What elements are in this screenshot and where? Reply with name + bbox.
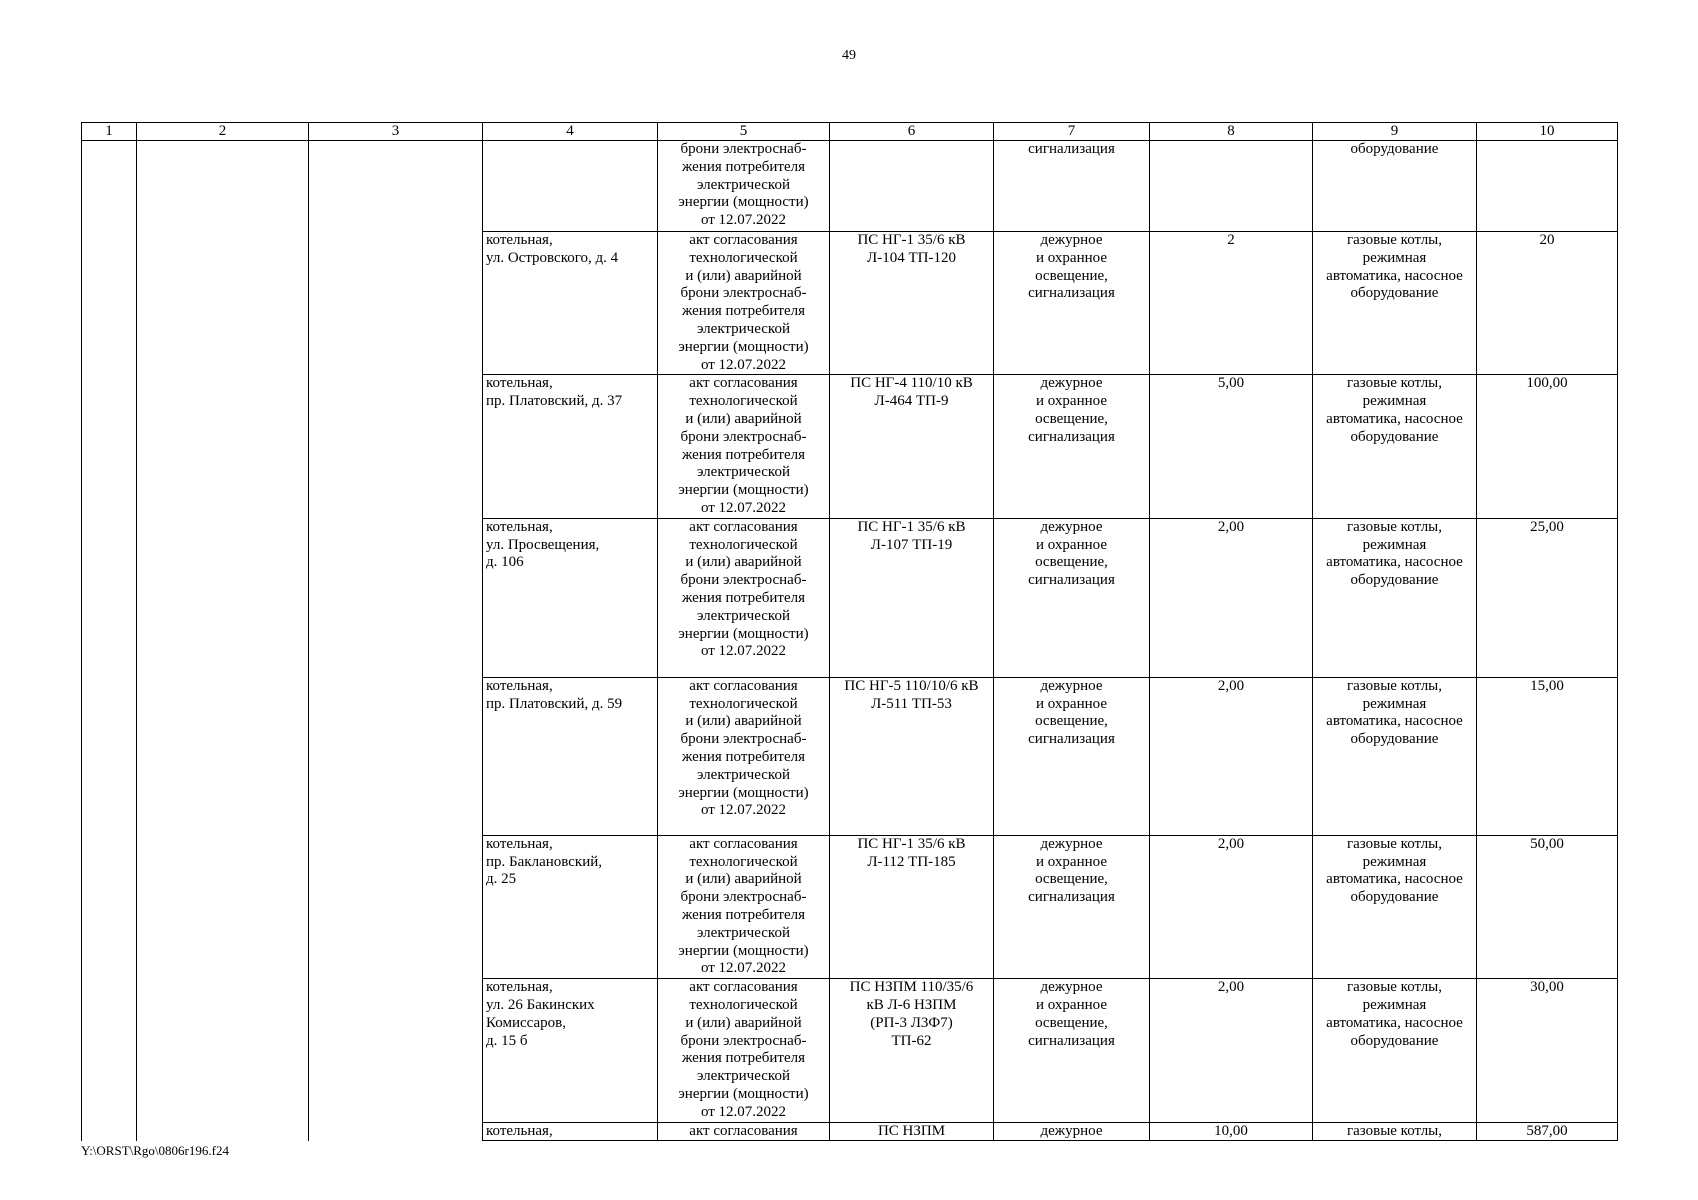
cell-line: автоматика, насосное: [1326, 1014, 1463, 1031]
cell-object: [483, 835, 658, 978]
cell-equipment: [1313, 141, 1477, 232]
cell-line: жения потребителя: [681, 303, 805, 320]
cell-line: от 12.07.2022: [700, 356, 787, 373]
cell-line: автоматика, насосное: [1326, 713, 1463, 730]
cell-power-source: [830, 232, 994, 375]
empty-cell: [309, 835, 483, 978]
cell-line: акт согласования: [689, 835, 798, 852]
cell-line: ул. 26 Бакинских: [486, 996, 595, 1013]
cell-line: энергии (мощности): [678, 338, 809, 355]
cell-line: газовые котлы,: [1346, 1122, 1443, 1139]
cell-line: от 12.07.2022: [700, 802, 787, 819]
cell-line: котельная,: [486, 835, 553, 852]
cell-line: и (или) аварийной: [685, 410, 802, 427]
cell-line: дежурное: [1040, 232, 1103, 248]
cell-purpose: [994, 232, 1150, 375]
cell-line: электрической: [697, 320, 790, 337]
table-row: [82, 518, 1618, 677]
cell-line: режимная: [1362, 536, 1427, 553]
cell-line: жения потребителя: [681, 748, 805, 765]
cell-line: Л-104 ТП-120: [867, 249, 956, 266]
cell-line: Л-464 ТП-9: [874, 393, 949, 410]
column-header: 1: [82, 123, 137, 141]
cell-purpose: [994, 518, 1150, 677]
cell-line: электрической: [697, 176, 790, 193]
cell-line: дежурное: [1040, 677, 1103, 694]
cell-line: автоматика, насосное: [1326, 871, 1463, 888]
cell-line: от 12.07.2022: [700, 1103, 787, 1120]
cell-line: дежурное: [1040, 835, 1103, 852]
empty-cell: [309, 518, 483, 677]
column-header: 6: [830, 123, 994, 141]
cell-line: (РП-3 Л3Ф7): [870, 1014, 953, 1031]
cell-document: [658, 979, 830, 1122]
cell-line: жения потребителя: [681, 158, 805, 175]
cell-line: электрической: [697, 766, 790, 783]
cell-line: сигнализация: [1028, 572, 1115, 589]
cell-purpose: [994, 835, 1150, 978]
cell-object: [483, 518, 658, 677]
cell-equipment: [1313, 835, 1477, 978]
column-header: 4: [483, 123, 658, 141]
cell-value-8: 2: [1150, 232, 1313, 375]
cell-line: электрической: [697, 464, 790, 481]
cell-line: оборудование: [1350, 141, 1439, 157]
cell-line: котельная,: [486, 1122, 553, 1139]
cell-line: технологической: [689, 853, 798, 870]
cell-object: [483, 677, 658, 835]
cell-line: энергии (мощности): [678, 482, 809, 499]
table-row: [82, 1122, 1618, 1141]
cell-line: электрической: [697, 1068, 790, 1085]
empty-cell: [309, 232, 483, 375]
cell-line: кВ Л-6 НЗПМ: [866, 996, 957, 1013]
cell-value-10: 100,00: [1477, 375, 1618, 518]
cell-line: брони электроснаб-: [680, 731, 807, 748]
cell-value-10: 587,00: [1477, 1122, 1618, 1141]
cell-value-10: 15,00: [1477, 677, 1618, 835]
cell-line: энергии (мощности): [678, 625, 809, 642]
cell-value-10: 50,00: [1477, 835, 1618, 978]
cell-object: [483, 232, 658, 375]
cell-value-10: 25,00: [1477, 518, 1618, 677]
cell-line: Л-112 ТП-185: [867, 853, 956, 870]
cell-line: оборудование: [1350, 428, 1439, 445]
cell-line: технологической: [689, 249, 798, 266]
cell-line: электрической: [697, 607, 790, 624]
empty-cell: [82, 835, 137, 978]
empty-cell: [82, 518, 137, 677]
cell-line: освещение,: [1035, 871, 1108, 888]
cell-line: брони электроснаб-: [680, 889, 807, 906]
cell-value-8: 2,00: [1150, 518, 1313, 677]
cell-document: [658, 375, 830, 518]
cell-line: ПС НГ-4 110/10 кВ: [850, 375, 973, 392]
cell-line: энергии (мощности): [678, 194, 809, 211]
cell-power-source: [830, 375, 994, 518]
cell-line: жения потребителя: [681, 1050, 805, 1067]
cell-line: газовые котлы,: [1346, 375, 1443, 392]
cell-line: д. 15 б: [486, 1032, 528, 1049]
cell-equipment: [1313, 677, 1477, 835]
cell-line: ПС НГ-1 35/6 кВ: [857, 518, 966, 535]
empty-cell: [137, 677, 309, 835]
cell-line: котельная,: [486, 375, 553, 392]
page-number: 49: [842, 48, 856, 63]
cell-line: брони электроснаб-: [680, 285, 807, 302]
cell-line: освещение,: [1035, 554, 1108, 571]
cell-line: и охранное: [1036, 853, 1107, 870]
column-number-row: [82, 123, 1618, 141]
cell-line: режимная: [1362, 996, 1427, 1013]
cell-line: оборудование: [1350, 285, 1439, 302]
cell-line: дежурное: [1040, 518, 1103, 535]
cell-value-8: 2,00: [1150, 677, 1313, 835]
table-row: [82, 979, 1618, 1122]
cell-object: [483, 979, 658, 1122]
column-header: 2: [137, 123, 309, 141]
column-header: 10: [1477, 123, 1618, 141]
empty-cell: [309, 1122, 483, 1141]
cell-power-source: [830, 979, 994, 1122]
cell-line: и охранное: [1036, 536, 1107, 553]
cell-line: газовые котлы,: [1346, 518, 1443, 535]
cell-line: дежурное: [1040, 979, 1103, 996]
cell-line: освещение,: [1035, 410, 1108, 427]
cell-line: котельная,: [486, 518, 553, 535]
cell-line: жения потребителя: [681, 589, 805, 606]
cell-line: энергии (мощности): [678, 784, 809, 801]
empty-cell: [137, 232, 309, 375]
cell-line: сигнализация: [1028, 1032, 1115, 1049]
empty-cell: [137, 1122, 309, 1141]
empty-cell: [309, 979, 483, 1122]
cell-purpose: [994, 677, 1150, 835]
cell-line: энергии (мощности): [678, 942, 809, 959]
cell-line: котельная,: [486, 677, 553, 694]
cell-document: [658, 677, 830, 835]
cell-line: от 12.07.2022: [700, 960, 787, 977]
empty-cell: [82, 375, 137, 518]
cell-line: газовые котлы,: [1346, 677, 1443, 694]
cell-power-source: [830, 141, 994, 232]
empty-cell: [82, 232, 137, 375]
cell-line: ТП-62: [891, 1032, 932, 1049]
cell-document: [658, 232, 830, 375]
cell-line: акт согласования: [689, 677, 798, 694]
cell-power-source: [830, 835, 994, 978]
cell-line: Л-107 ТП-19: [870, 536, 953, 553]
cell-value-8: 2,00: [1150, 835, 1313, 978]
column-header: 9: [1313, 123, 1477, 141]
cell-line: газовые котлы,: [1346, 232, 1443, 248]
cell-purpose: [994, 979, 1150, 1122]
cell-line: технологической: [689, 695, 798, 712]
cell-line: акт согласования: [689, 979, 798, 996]
cell-line: сигнализация: [1028, 428, 1115, 445]
cell-line: и (или) аварийной: [685, 713, 802, 730]
empty-cell: [137, 518, 309, 677]
cell-line: электрической: [697, 924, 790, 941]
cell-line: и (или) аварийной: [685, 871, 802, 888]
cell-line: освещение,: [1035, 1014, 1108, 1031]
cell-line: оборудование: [1350, 1032, 1439, 1049]
cell-line: режимная: [1362, 695, 1427, 712]
cell-line: автоматика, насосное: [1326, 554, 1463, 571]
cell-document: [658, 141, 830, 232]
cell-equipment: [1313, 979, 1477, 1122]
cell-line: и охранное: [1036, 249, 1107, 266]
cell-line: оборудование: [1350, 889, 1439, 906]
cell-line: жения потребителя: [681, 906, 805, 923]
empty-cell: [137, 835, 309, 978]
cell-line: д. 106: [486, 554, 524, 571]
cell-line: режимная: [1362, 249, 1427, 266]
cell-purpose: [994, 141, 1150, 232]
empty-cell: [137, 141, 309, 232]
cell-line: Комиссаров,: [486, 1014, 566, 1031]
cell-document: [658, 518, 830, 677]
cell-line: режимная: [1362, 393, 1427, 410]
file-path-footer: Y:\ORST\Rgo\0806r196.f24: [81, 1143, 229, 1158]
cell-line: сигнализация: [1028, 889, 1115, 906]
cell-line: режимная: [1362, 853, 1427, 870]
cell-document: [658, 835, 830, 978]
empty-cell: [137, 979, 309, 1122]
cell-line: брони электроснаб-: [680, 572, 807, 589]
cell-line: Л-511 ТП-53: [871, 695, 952, 712]
cell-line: дежурное: [1040, 1122, 1103, 1139]
cell-line: газовые котлы,: [1346, 979, 1443, 996]
cell-line: ПС НЗПМ 110/35/6: [849, 979, 974, 996]
empty-cell: [82, 141, 137, 232]
cell-line: акт согласования: [689, 1122, 798, 1139]
cell-line: ул. Просвещения,: [486, 536, 600, 553]
cell-line: дежурное: [1040, 375, 1103, 392]
cell-line: ПС НЗПМ: [877, 1122, 946, 1139]
column-header: 5: [658, 123, 830, 141]
cell-line: от 12.07.2022: [700, 499, 787, 516]
cell-line: оборудование: [1350, 572, 1439, 589]
cell-line: и охранное: [1036, 996, 1107, 1013]
cell-value-8: 5,00: [1150, 375, 1313, 518]
cell-line: сигнализация: [1028, 285, 1115, 302]
cell-line: акт согласования: [689, 518, 798, 535]
table-row: [82, 232, 1618, 375]
cell-line: освещение,: [1035, 713, 1108, 730]
cell-document: [658, 1122, 830, 1141]
cell-purpose: [994, 1122, 1150, 1141]
cell-line: брони электроснаб-: [680, 428, 807, 445]
cell-line: оборудование: [1350, 731, 1439, 748]
cell-line: технологической: [689, 393, 798, 410]
cell-line: пр. Платовский, д. 59: [486, 695, 623, 712]
cell-line: акт согласования: [689, 232, 798, 248]
cell-equipment: [1313, 232, 1477, 375]
column-header: 3: [309, 123, 483, 141]
cell-line: котельная,: [486, 232, 553, 248]
cell-line: энергии (мощности): [678, 1085, 809, 1102]
table-row: [82, 677, 1618, 835]
cell-equipment: [1313, 375, 1477, 518]
cell-line: и (или) аварийной: [685, 1014, 802, 1031]
cell-line: технологической: [689, 996, 798, 1013]
column-header: 8: [1150, 123, 1313, 141]
cell-line: ул. Островского, д. 4: [486, 249, 619, 266]
cell-power-source: [830, 677, 994, 835]
cell-line: акт согласования: [689, 375, 798, 392]
cell-object: [483, 1122, 658, 1141]
cell-line: освещение,: [1035, 267, 1108, 284]
column-header: 7: [994, 123, 1150, 141]
cell-value-8: 2,00: [1150, 979, 1313, 1122]
empty-cell: [309, 677, 483, 835]
cell-power-source: [830, 518, 994, 677]
cell-line: пр. Баклановский,: [486, 853, 603, 870]
cell-line: от 12.07.2022: [700, 212, 787, 229]
cell-line: брони электроснаб-: [680, 1032, 807, 1049]
cell-line: и (или) аварийной: [685, 554, 802, 571]
table-row: [82, 375, 1618, 518]
cell-line: жения потребителя: [681, 446, 805, 463]
empty-cell: [309, 141, 483, 232]
cell-value-8: [1150, 141, 1313, 232]
cell-value-10: 20: [1477, 232, 1618, 375]
cell-value-10: [1477, 141, 1618, 232]
cell-line: технологической: [689, 536, 798, 553]
empty-cell: [309, 375, 483, 518]
cell-line: пр. Платовский, д. 37: [486, 393, 623, 410]
cell-purpose: [994, 375, 1150, 518]
cell-equipment: [1313, 1122, 1477, 1141]
cell-line: сигнализация: [1028, 731, 1115, 748]
cell-value-10: 30,00: [1477, 979, 1618, 1122]
empty-cell: [82, 979, 137, 1122]
cell-line: автоматика, насосное: [1326, 410, 1463, 427]
cell-power-source: [830, 1122, 994, 1141]
cell-object: [483, 141, 658, 232]
cell-line: ПС НГ-1 35/6 кВ: [857, 835, 966, 852]
cell-value-8: 10,00: [1150, 1122, 1313, 1141]
empty-cell: [82, 677, 137, 835]
cell-object: [483, 375, 658, 518]
table-body: [82, 141, 1618, 1141]
table-row: [82, 835, 1618, 978]
cell-line: брони электроснаб-: [680, 141, 807, 157]
empty-cell: [82, 1122, 137, 1141]
table-row: [82, 141, 1618, 232]
cell-line: и охранное: [1036, 393, 1107, 410]
cell-line: ПС НГ-5 110/10/6 кВ: [844, 677, 979, 694]
data-table: [81, 122, 1618, 1141]
cell-line: и (или) аварийной: [685, 267, 802, 284]
cell-line: сигнализация: [1028, 141, 1115, 157]
cell-line: д. 25: [486, 871, 517, 888]
cell-line: газовые котлы,: [1346, 835, 1443, 852]
cell-line: и охранное: [1036, 695, 1107, 712]
cell-line: ПС НГ-1 35/6 кВ: [857, 232, 966, 248]
cell-line: автоматика, насосное: [1326, 267, 1463, 284]
cell-line: котельная,: [486, 979, 553, 996]
empty-cell: [137, 375, 309, 518]
cell-line: от 12.07.2022: [700, 643, 787, 660]
cell-equipment: [1313, 518, 1477, 677]
